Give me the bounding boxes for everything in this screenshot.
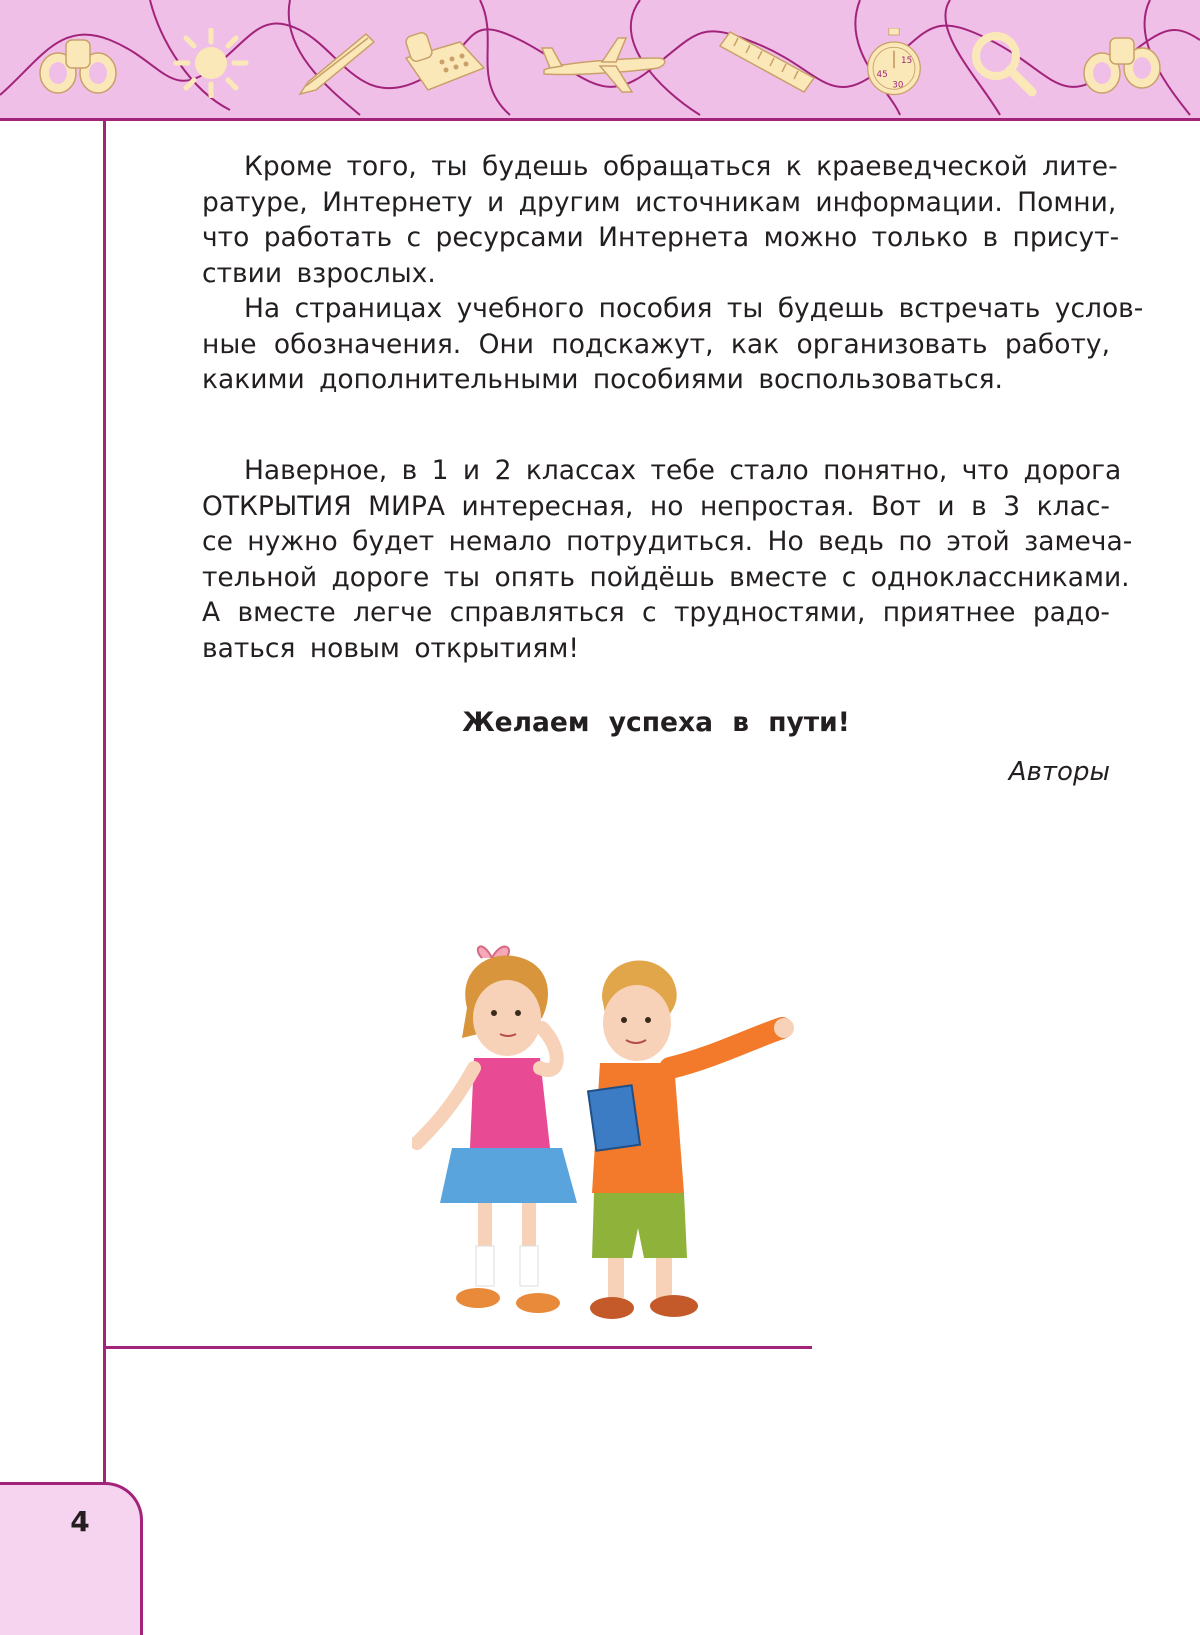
text-line: ствии взрослых.: [202, 257, 436, 289]
wish-heading: Желаем успеха в пути!: [462, 707, 850, 738]
left-margin-rule: [103, 118, 106, 1486]
text-line: тельной дороге ты опять пойдёшь вместе с одноклассниками.: [202, 561, 1130, 593]
children-illustration: [412, 928, 812, 1368]
page-number: 4: [70, 1505, 90, 1538]
paragraph-3: [202, 453, 1133, 667]
binoculars-icon: [1080, 28, 1170, 98]
text-line: Наверное, в 1 и 2 классах тебе стало понятно, что дорога: [244, 455, 1122, 486]
sun-icon: [166, 28, 256, 98]
boy-figure: [588, 961, 794, 1319]
paragraph-1: [202, 149, 1120, 291]
header-band: [0, 0, 1200, 121]
pencil-icon: [290, 28, 380, 98]
text-line: какими дополнительными пособиями воспользоваться.: [202, 364, 1003, 396]
magnifier-icon: [968, 28, 1038, 98]
girl-figure: [417, 946, 577, 1313]
paragraph-2: [202, 291, 1144, 398]
text-line: На страницах учебного пособия ты будешь встречать услов-: [244, 293, 1144, 324]
text-line: се нужно будет немало потрудиться. Но ведь по этой замеча-: [202, 526, 1133, 558]
text-line: ваться новым открытиям!: [202, 632, 579, 664]
stopwatch-label-30: 30: [892, 80, 904, 91]
ruler-icon: [716, 28, 816, 98]
stopwatch-icon: [858, 28, 930, 98]
telephone-icon: [400, 28, 490, 98]
authors-signature: Авторы: [1008, 757, 1110, 787]
text-line: ОТКРЫТИЯ МИРА интересная, но непростая. Вот и в 3 клас-: [202, 490, 1110, 522]
text-line: ные обозначения. Они подскажут, как организовать работу,: [202, 328, 1110, 360]
text-line: ратуре, Интернету и другим источникам информации. Помни,: [202, 186, 1117, 218]
airplane-icon: [540, 28, 670, 98]
text-line: Кроме того, ты будешь обращаться к краеведческой лите-: [244, 151, 1118, 182]
stopwatch-label-15: 15: [901, 56, 913, 66]
stopwatch-label-45: 45: [876, 70, 888, 80]
binoculars-icon: [36, 28, 126, 98]
text-line: А вместе легче справляться с трудностями, приятнее радо-: [202, 597, 1110, 629]
bottom-rule: [106, 1346, 812, 1349]
text-line: что работать с ресурсами Интернета можно только в присут-: [202, 222, 1120, 254]
